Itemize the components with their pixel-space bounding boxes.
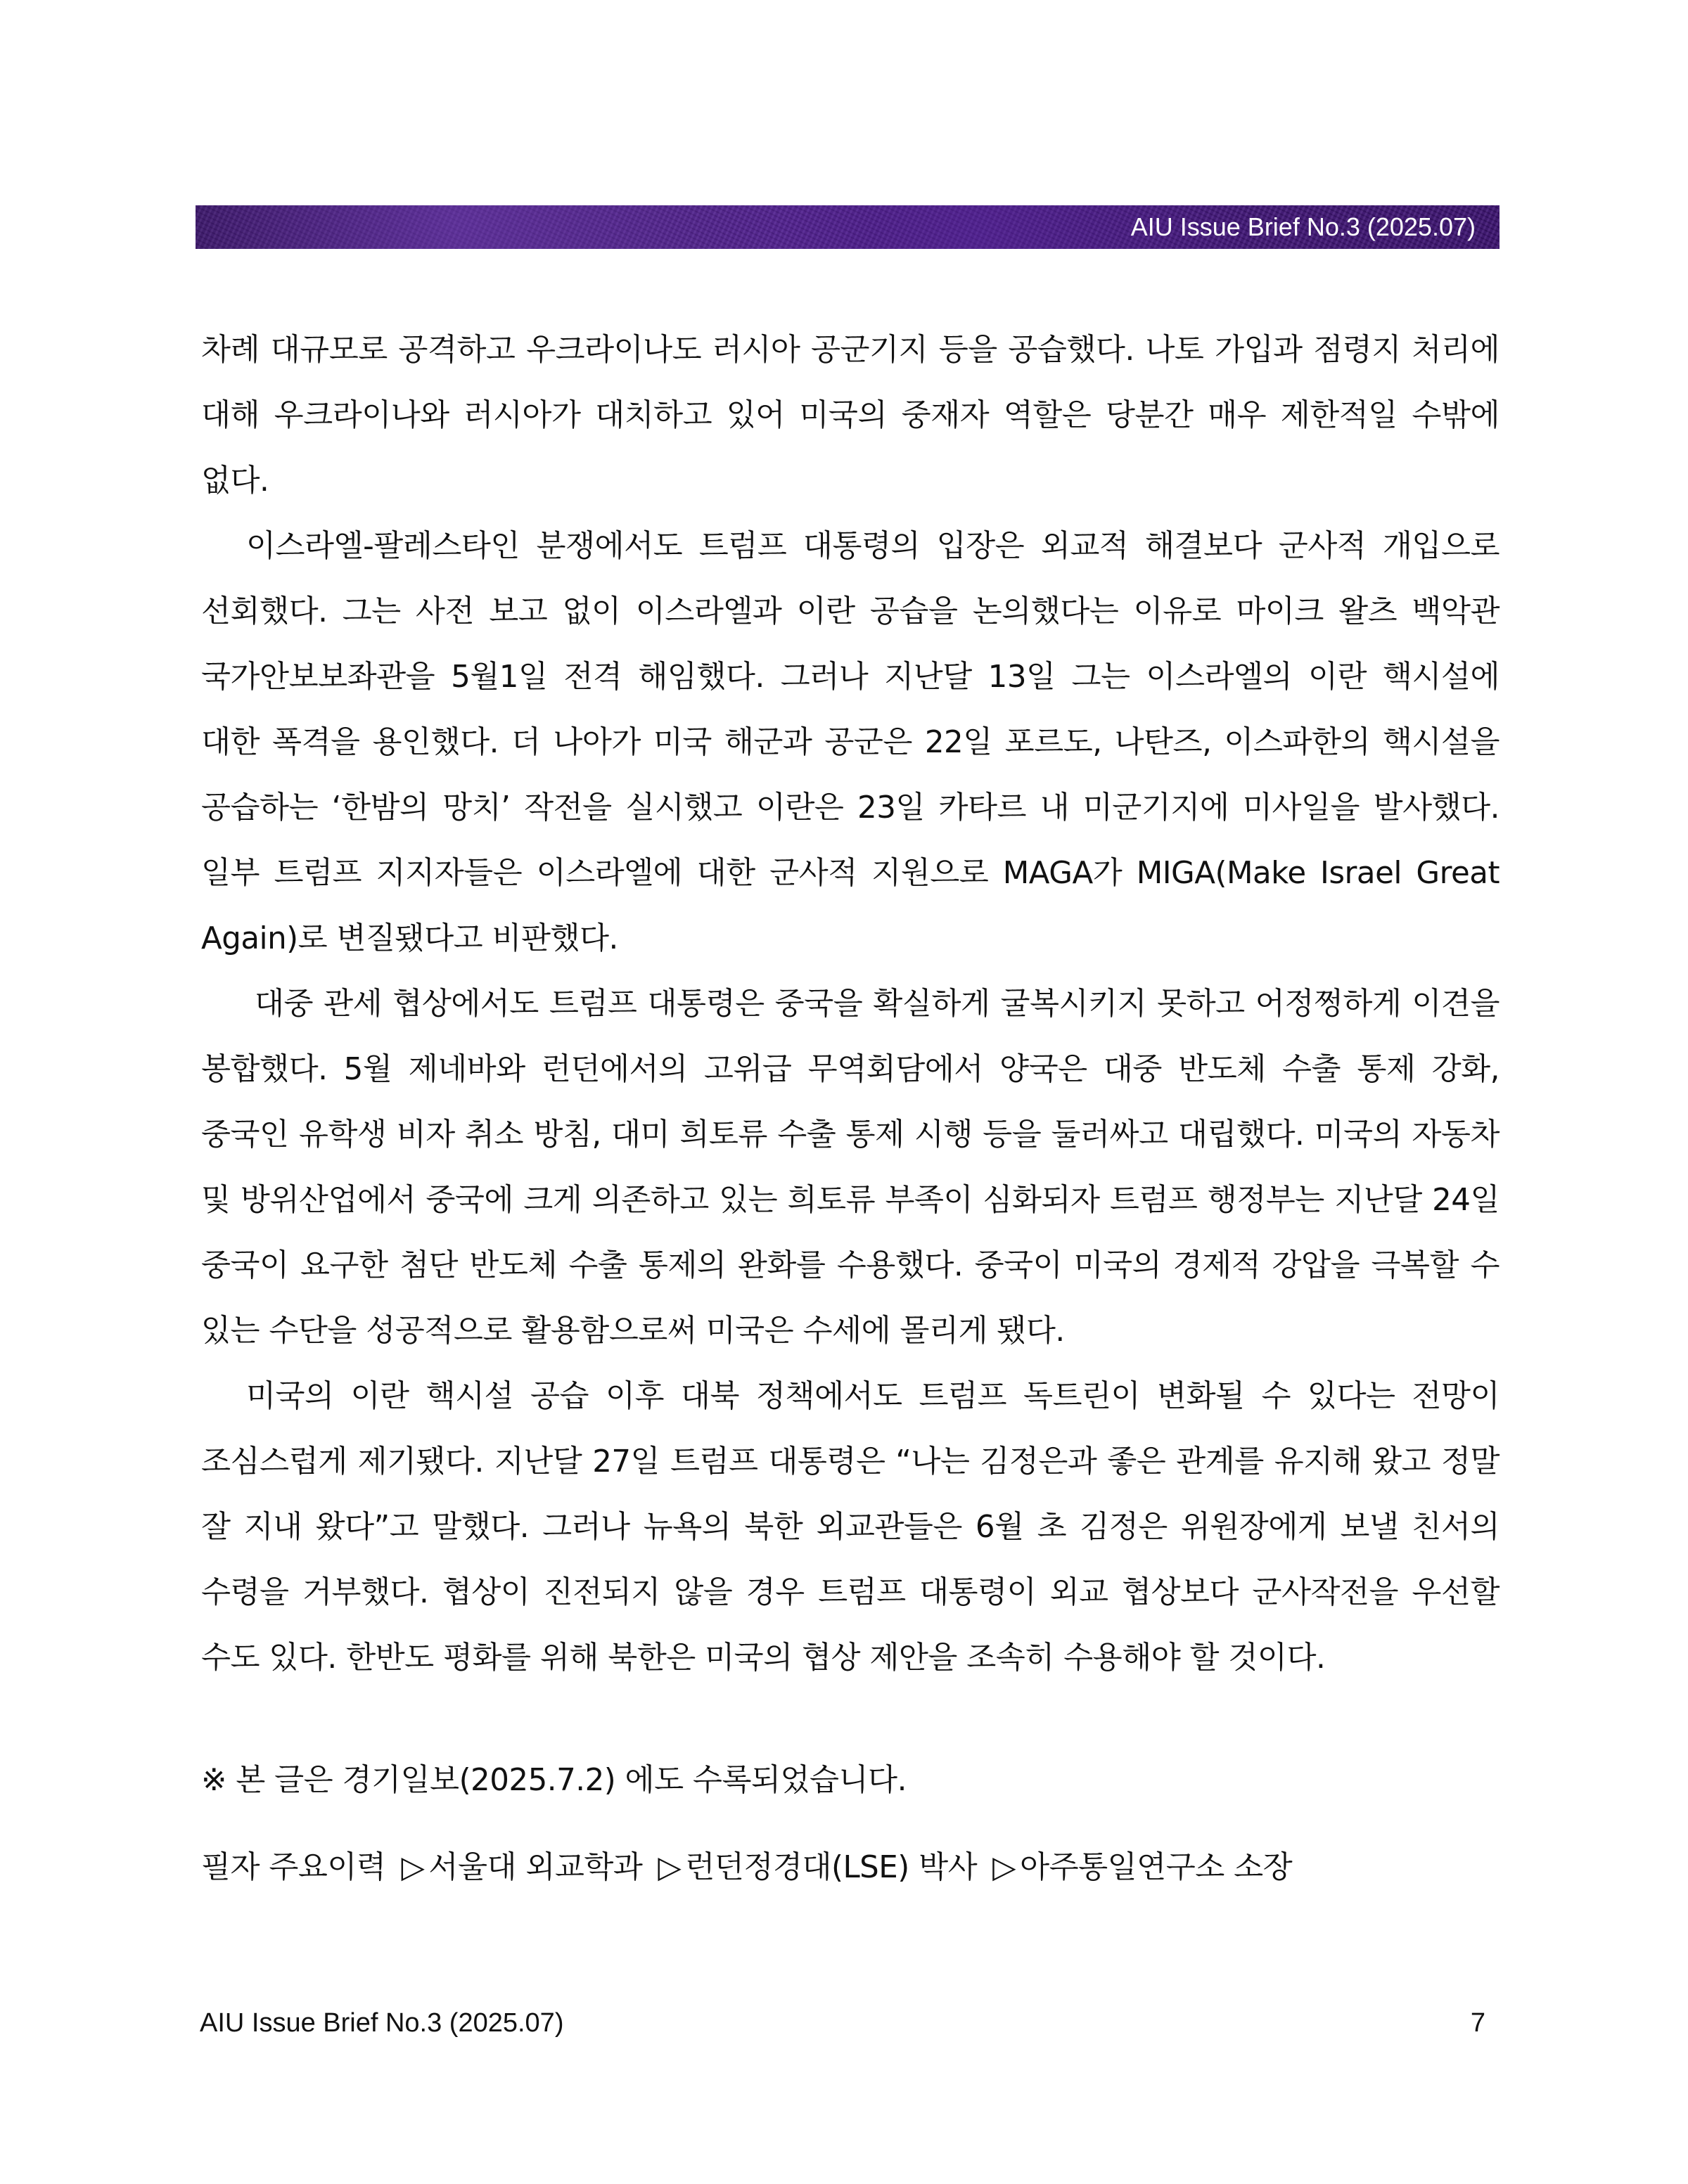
bio-item: 런던정경대(LSE) 박사 xyxy=(685,1850,978,1885)
triangle-marker-icon: ▷ xyxy=(658,1850,682,1885)
header-title: AIU Issue Brief No.3 (2025.07) xyxy=(1130,212,1476,241)
paragraph-4: 미국의 이란 핵시설 공습 이후 대북 정책에서도 트럼프 독트린이 변화될 수 있다는 전망이 조심스럽게 제기됐다. 지난달 27일 트럼프 대통령은 “나는 김정은과 좋은 관계를 유지해 왔고 정말 잘 지내 왔다”고 말했다. 그러나 뉴욕의 북한 외교관들은 6월 초 김정은 위원장에게 보낼 친서의 수령을 거부했다. 협상이 진전되지 않을 경우 트럼프 대통령이 외교 협상보다 군사작전을 우선할 수도 있다. 한반도 평화를 위해 북한은 미국의 협상 제안을 조속히 수용해야 할 것이다. xyxy=(201,1379,1500,1676)
triangle-marker-icon: ▷ xyxy=(992,1850,1016,1885)
paragraph-3: 대중 관세 협상에서도 트럼프 대통령은 중국을 확실하게 굴복시키지 못하고 어정쩡하게 이견을 봉합했다. 5월 제네바와 런던에서의 고위급 무역회담에서 양국은 대중 반도체 수출 통제 강화, 중국인 유학생 비자 취소 방침, 대미 희토류 수출 통제 시행 등을 둘러싸고 대립했다. 미국의 자동차 및 방위산업에서 중국에 크게 의존하고 있는 희토류 부족이 심화되자 트럼프 행정부는 지난달 24일 중국이 요구한 첨단 반도체 수출 통제의 완화를 수용했다. 중국이 미국의 경제적 강압을 극복할 수 있는 수단을 성공적으로 활용함으로써 미국은 수세에 몰리게 됐다. xyxy=(201,987,1500,1349)
paragraph-2: 이스라엘-팔레스타인 분쟁에서도 트럼프 대통령의 입장은 외교적 해결보다 군사적 개입으로 선회했다. 그는 사전 보고 없이 이스라엘과 이란 공습을 논의했다는 이유로 마이크 왈츠 백악관 국가안보보좌관을 5월1일 전격 해임했다. 그러나 지난달 13일 그는 이스라엘의 이란 핵시설에 대한 폭격을 용인했다. 더 나아가 미국 해군과 공군은 22일 포르도, 나탄즈, 이스파한의 핵시설을 공습하는 ‘한밤의 망치’ 작전을 실시했고 이란은 23일 카타르 내 미군기지에 미사일을 발사했다. 일부 트럼프 지지자들은 이스라엘에 대한 군사적 지원으로 MAGA가 MIGA(Make Israel Great Again)로 변질됐다고 비판했다. xyxy=(201,529,1500,956)
publication-note: ※ 본 글은 경기일보(2025.7.2) 에도 수록되었습니다. xyxy=(201,1763,907,1798)
bio-label: 필자 주요이력 xyxy=(201,1850,386,1885)
author-bio xyxy=(201,1846,1292,1889)
bio-item: 아주통일연구소 소장 xyxy=(1020,1850,1293,1885)
triangle-marker-icon: ▷ xyxy=(401,1850,425,1885)
header-banner xyxy=(196,205,1500,249)
article-body xyxy=(201,318,1500,1691)
page-number: 7 xyxy=(1470,2008,1485,2038)
paragraph-1: 차례 대규모로 공격하고 우크라이나도 러시아 공군기지 등을 공습했다. 나토 가입과 점령지 처리에 대해 우크라이나와 러시아가 대치하고 있어 미국의 중재자 역할은 당분간 매우 제한적일 수밖에 없다. xyxy=(201,333,1500,499)
footer-title: AIU Issue Brief No.3 (2025.07) xyxy=(200,2008,564,2038)
bio-item: 서울대 외교학과 xyxy=(428,1850,643,1885)
